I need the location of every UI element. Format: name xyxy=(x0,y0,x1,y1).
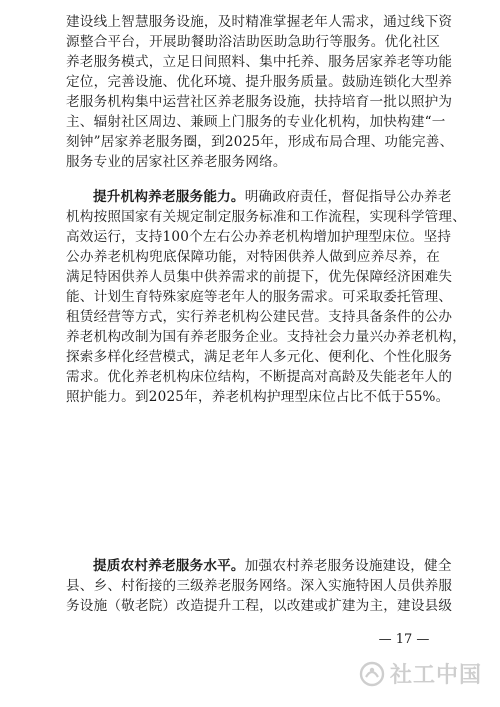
text-line: 刻钟”居家养老服务圈，到2025年，形成布局合理、功能完善、 xyxy=(66,134,454,150)
paragraph-first-line xyxy=(93,187,452,207)
text-line: 养老机构改制为国有养老服务企业。支持社会力量兴办养老机构， xyxy=(66,329,467,345)
text-line: 能、计划生育特殊家庭等老年人的服务需求。可采取委托管理、 xyxy=(66,289,453,305)
text-line: 务设施（敬老院）改造提升工程，以改建或扩建为主，建设县级 xyxy=(66,598,453,614)
page-number: — 17 — xyxy=(378,632,430,647)
paragraph-rural-care xyxy=(66,556,453,616)
text-line: 养老服务模式，立足日间照料、集中托养、服务居家养老等功能 xyxy=(66,54,453,70)
text-line: 县、乡、村衔接的三级养老服务网络。深入实施特困人员供养服 xyxy=(66,578,453,594)
text-line: 源整合平台，开展助餐助浴洁助医助急助行等服务。优化社区 xyxy=(66,34,440,50)
section-heading: 提质农村养老服务水平。 xyxy=(93,558,245,574)
text-line: 照护能力。到2025年，养老机构护理型床位占比不低于55%。 xyxy=(66,389,450,405)
paragraph-community-care xyxy=(66,12,454,172)
text-line: 需求。优化养老机构床位结构，不断提高对高龄及失能老年人的 xyxy=(66,369,453,385)
text-line: 满足特困供养人员集中供养需求的前提下，优先保障经济困难失 xyxy=(66,269,453,285)
text-segment: 加强农村养老服务设施建设，健全 xyxy=(244,558,452,574)
text-line: 高效运行，支持100个左右公办养老机构增加护理型床位。坚持 xyxy=(66,229,452,245)
text-line: 服务专业的居家社区养老服务网络。 xyxy=(66,154,287,170)
text-line: 探索多样化经营模式，满足老年人多元化、便利化、个性化服务 xyxy=(66,349,453,365)
text-line: 租赁经营等方式，实行养老机构公建民营。支持具备条件的公办 xyxy=(66,309,453,325)
text-line: 老服务机构集中运营社区养老服务设施，扶持培育一批以照护为 xyxy=(66,94,453,110)
shegong-logo-icon xyxy=(359,661,385,687)
text-line: 公办养老机构兜底保障功能，对特困供养人做到应养尽养，在 xyxy=(66,249,440,265)
text-segment: 明确政府责任，督促指导公办养老 xyxy=(244,189,452,205)
watermark-text: 社工中国 xyxy=(389,663,482,688)
paragraph-first-line xyxy=(93,556,452,576)
text-line: 定位，完善设施、优化环境、提升服务质量。鼓励连锁化大型养 xyxy=(66,74,453,90)
paragraph-institutional-care xyxy=(66,187,467,407)
watermark xyxy=(359,658,482,689)
text-line: 建设线上智慧服务设施，及时精准掌握老年人需求，通过线下资 xyxy=(66,14,453,30)
section-heading: 提升机构养老服务能力。 xyxy=(93,189,245,205)
text-line: 主、辐射社区周边、兼顾上门服务的专业化机构，加快构建“一 xyxy=(66,114,446,130)
text-line: 机构按照国家有关规定制定服务标准和工作流程，实现科学管理、 xyxy=(66,209,467,225)
